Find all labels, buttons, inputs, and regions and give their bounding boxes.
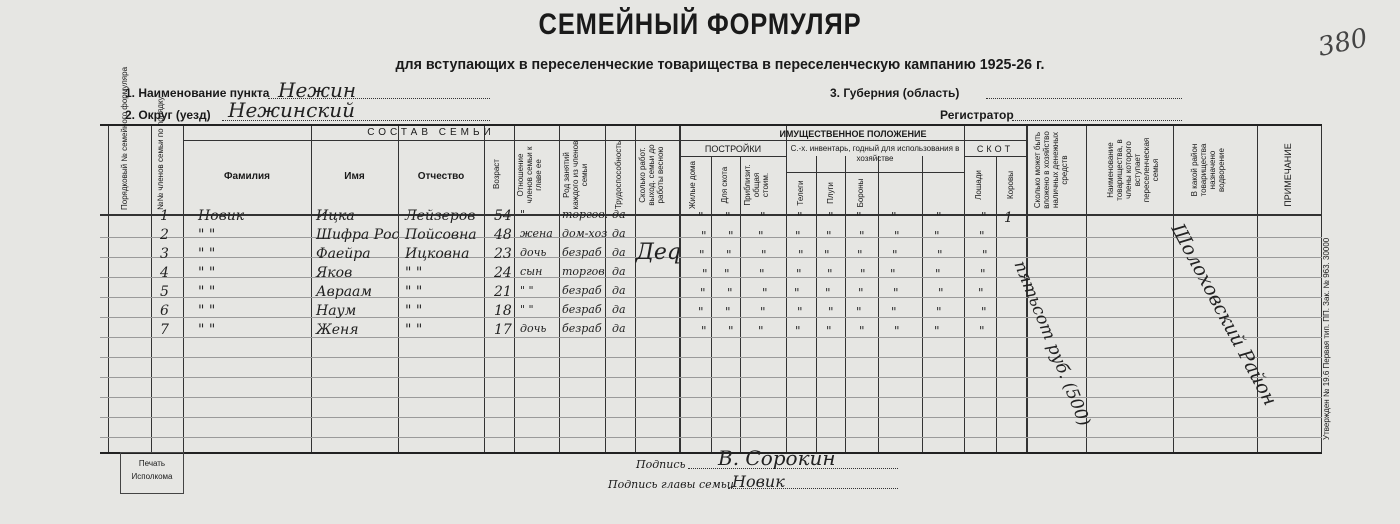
row-2-ditto-mark: " (859, 229, 865, 243)
row-7-ditto-mark: " (859, 324, 865, 338)
row-1-patr: Лейзеров (405, 208, 476, 224)
row-5-ditto-mark: " (858, 286, 864, 300)
row-6-ditto-mark: " (828, 305, 834, 319)
row-3-ditto-mark: " (892, 248, 898, 262)
row-3-ditto-mark: " (824, 248, 830, 262)
row-7-ditto-mark: " (979, 324, 985, 338)
field-settlement-label: 1. Наименование пункта (125, 86, 270, 100)
row-3-ditto-mark: " (798, 248, 804, 262)
row-4-ditto-mark: " (724, 267, 730, 281)
row-7-age: 17 (494, 322, 512, 338)
header-notes: ПРИМЕЧАНИЕ (1283, 143, 1293, 207)
row-6-patr: " " (405, 303, 423, 319)
row-7-ditto-mark: " (728, 324, 734, 338)
row-3-name: Фаейра (316, 246, 371, 262)
row-5-ditto-mark: " (727, 286, 733, 300)
row-6-rel: " " (520, 303, 534, 316)
header-approx-value: Приблизит. общая стоим. (743, 164, 770, 206)
header-composition: СОСТАВ СЕМЬИ (367, 127, 495, 138)
field-registrar-label: Регистратор (940, 108, 1014, 122)
header-inventory: С.-х. инвентарь, годный для использования в хозяйстве (790, 144, 960, 163)
row-4-ditto-mark: " (935, 267, 941, 281)
executive-committee-stamp (120, 452, 184, 494)
signature-label: Подпись (636, 458, 686, 471)
header-houses: Жилые дома (688, 161, 697, 210)
row-1-ditto-mark: " (698, 210, 704, 224)
row-4-n: 4 (160, 265, 169, 281)
row-7-ditto-mark: " (795, 324, 801, 338)
row-4-rel: сын (520, 265, 543, 278)
row-5-surname: " " (198, 284, 216, 300)
row-6-work: да (612, 303, 626, 316)
row-2-ditto-mark: " (979, 229, 985, 243)
row-7-n: 7 (160, 322, 169, 338)
money-value: пятьсот руб. (500) (1009, 258, 1095, 430)
header-member-no: №№ членов семьи по порядку (156, 96, 165, 210)
row-4-ditto-mark: " (759, 267, 765, 281)
row-6-name: Наум (316, 303, 357, 319)
header-livestock: СКОТ (976, 144, 1014, 154)
row-3-occ: безраб (562, 246, 602, 259)
row-6-ditto-mark: " (891, 305, 897, 319)
row-3-ditto-mark: " (761, 248, 767, 262)
header-relation: Отношение членов семьи к главе ее (516, 146, 543, 204)
row-2-ditto-mark: " (934, 229, 940, 243)
signature-value: В. Сорокин (718, 446, 836, 470)
row-5-n: 5 (160, 284, 169, 300)
header-region: В какой район товарищества назначено водворение (1190, 143, 1226, 197)
row-3-work: да (612, 246, 626, 259)
stamp-line-1: Печать (138, 459, 166, 468)
form-title: СЕМЕЙНЫЙ ФОРМУЛЯР (538, 8, 862, 41)
row-7-ditto-mark: " (701, 324, 707, 338)
row-2-ditto-mark: " (728, 229, 734, 243)
row-6-ditto-mark: " (725, 305, 731, 319)
row-1-surname: Новик (198, 208, 245, 224)
field-settlement-value: Нежин (278, 78, 357, 102)
row-2-ditto-mark: " (795, 229, 801, 243)
row-1-ditto-mark: " (797, 210, 803, 224)
row-7-patr: " " (405, 322, 423, 338)
row-6-age: 18 (494, 303, 512, 319)
row-5-ditto-mark: " (762, 286, 768, 300)
row-1-ditto-mark: " (981, 210, 987, 224)
header-name: Имя (344, 171, 365, 182)
row-5-ditto-mark: " (893, 286, 899, 300)
row-6-ditto-mark: " (856, 305, 862, 319)
row-4-patr: " " (405, 265, 423, 281)
row-2-surname: " " (198, 227, 216, 243)
row-1-ditto-mark: " (936, 210, 942, 224)
row-3-ditto-mark: " (699, 248, 705, 262)
row-5-ditto-mark: " (978, 286, 984, 300)
row-1-rel: " (520, 208, 526, 221)
region-value: Шолоховский Район (1166, 220, 1282, 410)
header-cattle-buildings: Для скота (720, 166, 729, 204)
row-1-ditto-mark: " (760, 210, 766, 224)
header-workability: Трудоспособность (614, 140, 623, 210)
row-2-rel: жена (520, 227, 553, 240)
row-5-work: да (612, 284, 626, 297)
row-2-occ: дом-хоз (562, 227, 608, 240)
row-4-age: 24 (494, 265, 512, 281)
row-7-ditto-mark: " (934, 324, 940, 338)
row-1-ditto-mark: " (828, 210, 834, 224)
header-carts: Телеги (796, 180, 805, 206)
header-ploughs: Плуги (826, 182, 835, 204)
row-1-n: 1 (160, 208, 169, 224)
row-3-ditto-mark: " (726, 248, 732, 262)
row-4-name: Яков (316, 265, 353, 281)
row-7-surname: " " (198, 322, 216, 338)
row-1-ditto-mark: " (725, 210, 731, 224)
header-patronymic: Отчество (417, 171, 465, 182)
row-2-age: 48 (494, 227, 512, 243)
header-work-years: Сколько работ. выход. семьи до работы весною (638, 144, 665, 206)
row-4-surname: " " (198, 265, 216, 281)
row-2-name: Шифра Рос (316, 227, 400, 243)
header-property: ИМУЩЕСТВЕННОЕ ПОЛОЖЕНИЕ (779, 129, 927, 139)
field-province-label: 3. Губерния (область) (830, 86, 960, 100)
header-family-no: Порядковый № семейного формуляра (120, 66, 129, 210)
row-3-surname: " " (198, 246, 216, 262)
row-7-occ: безраб (562, 322, 602, 335)
row-3-n: 3 (160, 246, 169, 262)
row-7-ditto-mark: " (758, 324, 764, 338)
row-2-ditto-mark: " (701, 229, 707, 243)
header-buildings: ПОСТРОЙКИ (704, 144, 762, 154)
row-6-ditto-mark: " (797, 305, 803, 319)
row-1-occ: торгов. (562, 208, 609, 221)
row-3-rel: дочь (520, 246, 547, 259)
field-district-value: Нежинский (228, 98, 355, 122)
row-7-work: да (612, 322, 626, 335)
header-partnership: Наименование товарищества, в члены которого вступает переселенческая семья (1106, 137, 1160, 203)
row-3-age: 23 (494, 246, 512, 262)
stamp-line-2: Исполкома (131, 472, 173, 481)
cows-row-1-value: 1 (1004, 210, 1013, 226)
row-6-n: 6 (160, 303, 169, 319)
row-6-ditto-mark: " (936, 305, 942, 319)
row-6-ditto-mark: " (760, 305, 766, 319)
row-4-ditto-mark: " (890, 267, 896, 281)
field-district-label: 2. Округ (уезд) (125, 108, 211, 122)
header-cows: Коровы (1006, 171, 1015, 200)
row-5-occ: безраб (562, 284, 602, 297)
row-5-rel: " " (520, 284, 534, 297)
row-4-ditto-mark: " (702, 267, 708, 281)
row-7-ditto-mark: " (894, 324, 900, 338)
row-1-age: 54 (494, 208, 512, 224)
row-3-ditto-mark: " (857, 248, 863, 262)
row-1-name: Ицка (316, 208, 355, 224)
header-money: Сколько может быть вложено в хозяйство наличных денежных средств (1033, 131, 1069, 209)
header-age: Возраст (492, 159, 501, 189)
row-2-patr: Пойсовна (405, 227, 477, 243)
field-registrar-line (1012, 120, 1182, 121)
row-6-ditto-mark: " (698, 305, 704, 319)
row-5-ditto-mark: " (794, 286, 800, 300)
row-4-ditto-mark: " (860, 267, 866, 281)
row-3-ditto-mark: " (982, 248, 988, 262)
row-5-ditto-mark: " (825, 286, 831, 300)
head-signature-value: Новик (732, 472, 785, 491)
page-number: 380 (1315, 23, 1371, 63)
head-signature-label: Подпись главы семьи (608, 478, 734, 491)
header-horses: Лошади (974, 170, 983, 200)
row-1-ditto-mark: " (856, 210, 862, 224)
row-5-ditto-mark: " (938, 286, 944, 300)
field-province-line (986, 98, 1182, 99)
work-years-mark: Деq (636, 240, 681, 265)
row-5-ditto-mark: " (700, 286, 706, 300)
row-7-ditto-mark: " (826, 324, 832, 338)
row-6-occ: безраб (562, 303, 602, 316)
row-4-work: да (612, 265, 626, 278)
row-1-ditto-mark: " (891, 210, 897, 224)
row-4-ditto-mark: " (827, 267, 833, 281)
row-7-name: Женя (316, 322, 359, 338)
row-1-work: да (612, 208, 626, 221)
header-harrows: Бороны (856, 178, 865, 208)
row-5-patr: " " (405, 284, 423, 300)
row-6-ditto-mark: " (981, 305, 987, 319)
row-2-work: да (612, 227, 626, 240)
row-2-ditto-mark: " (758, 229, 764, 243)
row-3-patr: Ицковна (405, 246, 470, 262)
row-6-surname: " " (198, 303, 216, 319)
row-2-n: 2 (160, 227, 169, 243)
row-4-occ: торгов (562, 265, 605, 278)
header-occupation: Род занятий каждого из членов семьи (562, 140, 589, 210)
header-surname: Фамилия (224, 171, 270, 182)
row-5-name: Авраам (316, 284, 373, 300)
row-7-rel: дочь (520, 322, 547, 335)
row-2-ditto-mark: " (826, 229, 832, 243)
row-2-ditto-mark: " (894, 229, 900, 243)
row-5-age: 21 (494, 284, 512, 300)
form-subtitle: для вступающих в переселенческие товарищества в переселенческую кампанию 1925-26 г. (395, 56, 1045, 73)
row-4-ditto-mark: " (980, 267, 986, 281)
row-4-ditto-mark: " (796, 267, 802, 281)
row-3-ditto-mark: " (937, 248, 943, 262)
approval-note: Утвержден № 19.6 Первая тип. ПП. Зак. № 963. 30000 (1322, 237, 1331, 440)
